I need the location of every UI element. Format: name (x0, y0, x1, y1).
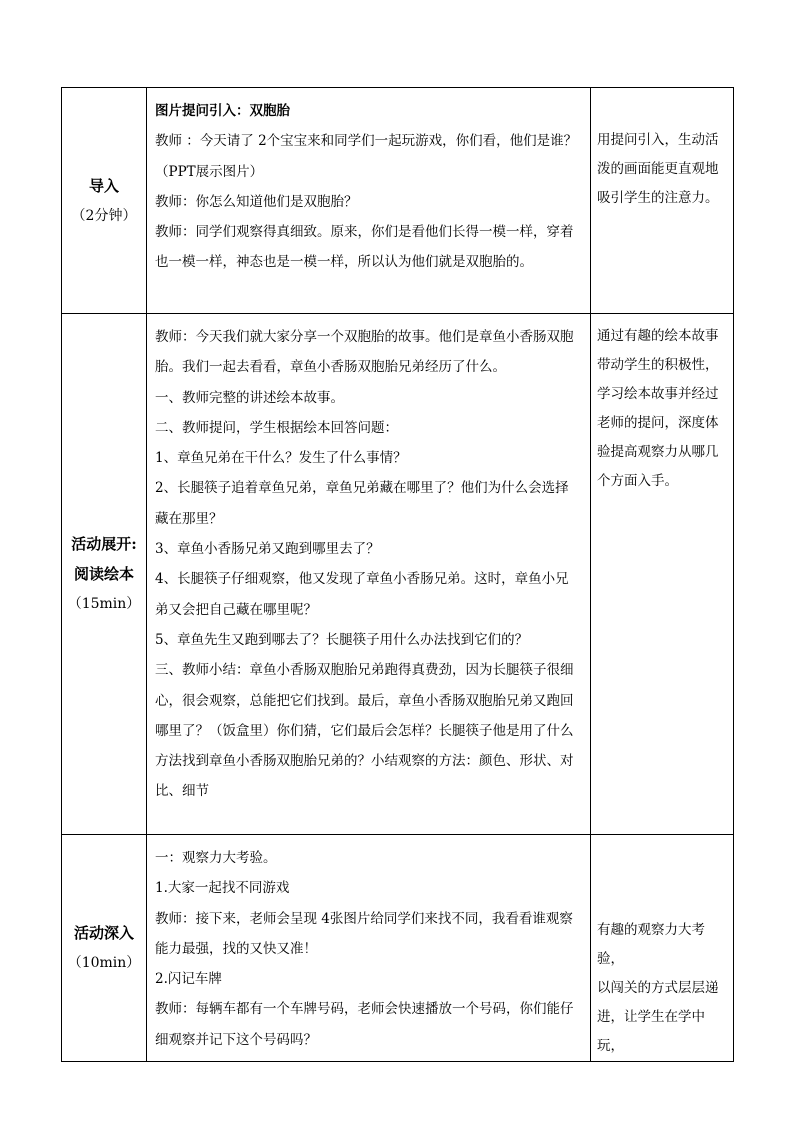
lesson-plan-table (61, 87, 734, 1062)
design-line: 带动学生的积极性， (597, 357, 719, 373)
content-line: 弟又会把自己藏在哪里呢？ (155, 601, 317, 618)
design-line: 有趣的观察力大考验， (597, 922, 705, 968)
content-line: 哪里了？（饭盒里）你们猜，它们最后会怎样？长腿筷子他是用了什么 (155, 722, 574, 739)
content-line: 2.闪记车牌 (155, 971, 222, 988)
design-line: 以闯关的方式层层递 (597, 980, 719, 997)
design-line: 用提问引入，生动活 (597, 132, 719, 148)
design-line: 泼的画面能更直观地 (597, 161, 719, 177)
phase-name: 阅读绘本 (73, 565, 134, 583)
design-line: 个方面入手。 (597, 473, 678, 489)
phase-cell (62, 88, 147, 314)
design-cell (591, 835, 734, 1062)
content-line: （PPT展示图片） (155, 163, 264, 180)
content-line: 教师：每辆车都有一个车牌号码，老师会快速播放一个号码，你们能仔 (155, 1001, 574, 1018)
design-line: 吸引学生的注意力。 (597, 190, 719, 206)
phase-name: 活动深入 (73, 924, 134, 943)
content-cell (147, 88, 591, 314)
table-row (62, 835, 734, 1062)
content-line: 二、教师提问，学生根据绘本回答问题： (155, 419, 398, 436)
content-line: 教师：今天我们就大家分享一个双胞胎的故事。他们是章鱼小香肠双胞 (155, 329, 574, 345)
phase-time: （10min） (67, 955, 141, 972)
content-line: 细观察并记下这个号码吗？ (155, 1031, 317, 1048)
content-line: 1、章鱼兄弟在干什么？发生了什么事情？ (155, 450, 407, 467)
table-row (62, 314, 734, 835)
design-cell (591, 314, 734, 835)
content-line: 三、教师小结：章鱼小香肠双胞胎兄弟跑得真费劲，因为长腿筷子很细 (155, 662, 574, 679)
content-line: 一、教师完整的讲述绘本故事。 (155, 389, 344, 406)
design-line: 验提高观察力从哪几 (597, 444, 719, 460)
content-line: 4、长腿筷子仔细观察，他又发现了章鱼小香肠兄弟。这时，章鱼小兄 (155, 571, 569, 588)
content-line: 5、章鱼先生又跑到哪去了？长腿筷子用什么办法找到它们的？ (155, 631, 529, 648)
content-line: 方法找到章鱼小香肠双胞胎兄弟的？小结观察的方法：颜色、形状、对 (155, 753, 574, 770)
content-line: 教师 ：今天请了 2个宝宝来和同学们一起玩游戏，你们看，他们是谁？ (155, 133, 578, 150)
design-line: 老师的提问，深度体 (597, 415, 719, 431)
design-cell (591, 88, 734, 314)
phase-cell (62, 314, 147, 835)
phase-name: 活动展开: (71, 535, 137, 553)
phase-name: 导入 (88, 176, 119, 195)
content-line: 2、长腿筷子追着章鱼兄弟，章鱼兄弟藏在哪里了？他们为什么会选择 (155, 480, 569, 497)
content-line: 教师：同学们观察得真细致。原来，你们是看他们长得一模一样，穿着 (155, 224, 574, 241)
design-line: 进，让学生在学中玩， (597, 1009, 705, 1055)
content-line: 胎。我们一起去看看，章鱼小香肠双胞胎兄弟经历了什么。 (155, 359, 506, 376)
table-row (62, 88, 734, 314)
content-line: 教师：你怎么知道他们是双胞胎？ (155, 193, 358, 210)
content-cell (147, 835, 591, 1062)
content-line: 藏在那里？ (155, 510, 223, 527)
phase-time: （2分钟） (71, 207, 137, 224)
phase-time: （15min） (67, 596, 141, 612)
content-line: 心，很会观察，总能把它们找到。最后，章鱼小香肠双胞胎兄弟又跑回 (155, 692, 574, 709)
content-line: 1.大家一起找不同游戏 (155, 880, 290, 897)
content-line: 一：观察力大考验。 (155, 850, 277, 866)
design-line: 通过有趣的绘本故事 (597, 328, 719, 344)
content-cell (147, 314, 591, 835)
phase-cell (62, 835, 147, 1062)
content-line: 比、细节 (155, 783, 209, 800)
content-line: 3、章鱼小香肠兄弟又跑到哪里去了？ (155, 541, 380, 558)
content-line: 能力最强，找的又快又准！ (155, 940, 317, 957)
content-title: 图片提问引入：双胞胎 (155, 103, 290, 119)
content-line: 也一模一样，神态也是一模一样，所以认为他们就是双胞胎的。 (155, 254, 533, 271)
content-line: 教师：接下来，老师会呈现 4张图片给同学们来找不同，我看看谁观察 (155, 910, 573, 927)
design-line: 学习绘本故事并经过 (597, 386, 719, 402)
